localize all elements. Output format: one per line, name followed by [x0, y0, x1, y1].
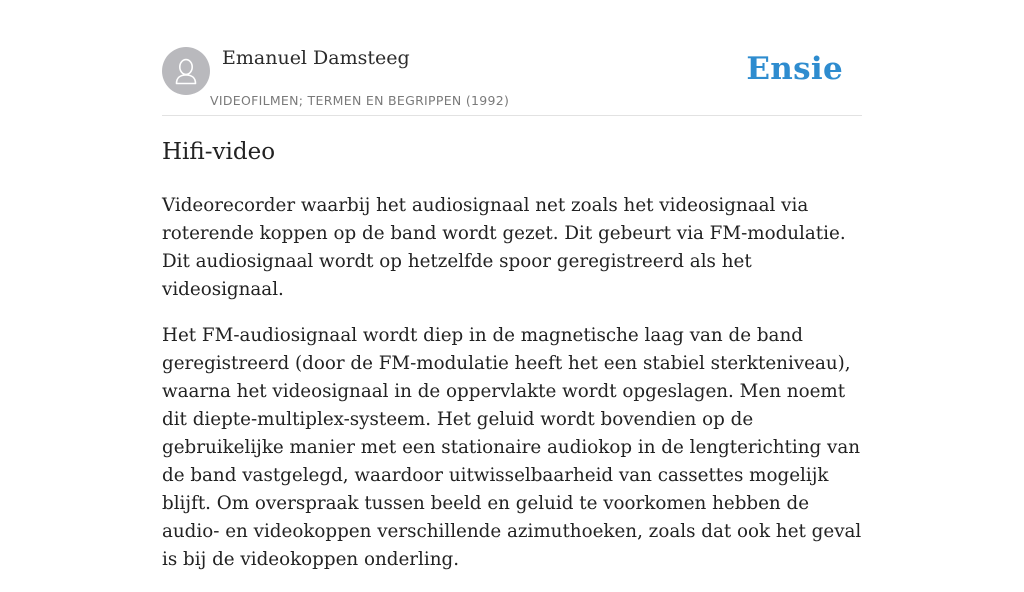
- article-paragraph: Videorecorder waarbij het audiosignaal net zoals het videosignaal via roterende koppen op de band wordt gezet. Dit gebeurt via FM-modulatie. Dit audiosignaal wordt op hetzelfde spoor geregistreerd als het videosignaal.: [162, 195, 846, 300]
- author-avatar[interactable]: [162, 47, 210, 95]
- author-name[interactable]: Emanuel Damsteeg: [222, 47, 410, 69]
- user-silhouette-icon: [162, 47, 210, 95]
- header-divider: [162, 115, 862, 116]
- article-body: [162, 192, 867, 592]
- article-header: [162, 46, 862, 116]
- article-title: Hifi-video: [162, 139, 276, 165]
- article-paragraph: Het FM-audiosignaal wordt diep in de magnetische laag van de band geregistreerd (door de FM-modulatie heeft het een stabiel sterkteniveau), waarna het videosignaal in de oppervlakte wordt opgeslagen. Men noemt dit diepte-multiplex-systeem. Het geluid wordt bovendien op de gebruikelijke manier met een stationaire audiokop in de lengterichting van de band vastgelegd, waardoor uitwisselbaarheid van cassettes mogelijk blijft. Om overspraak tussen beeld en geluid te voorkomen hebben de audio- en videokoppen verschillende azimuthoeken, zoals dat ook het geval is bij de videokoppen onderling.: [162, 325, 862, 570]
- article-page: [162, 0, 862, 570]
- source-title[interactable]: VIDEOFILMEN; TERMEN EN BEGRIPPEN (1992): [210, 93, 510, 108]
- site-logo[interactable]: Ensie: [746, 51, 843, 87]
